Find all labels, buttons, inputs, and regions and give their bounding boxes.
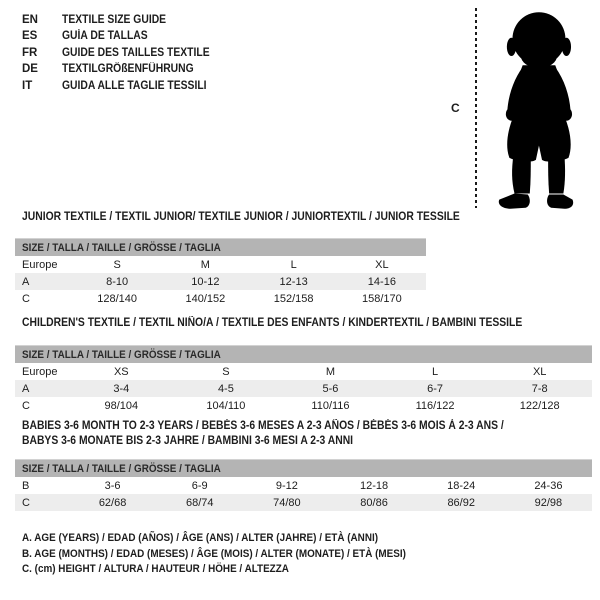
junior-table-title: JUNIOR TEXTILE / TEXTIL JUNIOR/ TEXTILE JUNIOR / JUNIORTEXTIL / JUNIOR TESSILE (22, 211, 460, 223)
height-cell: 86/92 (447, 496, 475, 509)
size-cell: M (325, 365, 336, 378)
age-cell: 12-18 (359, 479, 389, 492)
height-cell: 140/152 (185, 292, 226, 305)
height-measure-figure (445, 4, 597, 216)
babies-size-table (15, 459, 592, 511)
height-cell: 74/80 (273, 496, 301, 509)
height-cell: 128/140 (97, 292, 137, 305)
table-row-europe (15, 256, 426, 273)
lang-title: TEXTILE SIZE GUIDE (62, 14, 167, 26)
row-label: A (22, 275, 30, 288)
age-cell: 14-16 (367, 275, 396, 288)
size-cell: XL (375, 258, 389, 271)
height-cell: 98/104 (104, 399, 139, 412)
height-cell: 116/122 (415, 399, 455, 412)
size-header-band: SIZE / TALLA / TAILLE / GRÖSSE / TAGLIA (15, 346, 592, 364)
height-dashed-line (475, 8, 477, 208)
height-cell: 110/116 (311, 399, 350, 412)
row-label: A (22, 382, 30, 395)
legend-line-a: A. AGE (YEARS) / EDAD (AÑOS) / ÂGE (ANS) / ALTER (JAHRE) / ETÀ (ANNI) (22, 532, 379, 544)
height-cell: 122/128 (519, 399, 560, 412)
size-cell: L (432, 365, 439, 378)
size-header-band: SIZE / TALLA / TAILLE / GRÖSSE / TAGLIA (15, 460, 592, 478)
height-cell: 152/158 (273, 292, 314, 305)
age-cell: 6-9 (191, 479, 208, 492)
height-measure-label: C (451, 101, 460, 115)
row-label: Europe (22, 365, 58, 378)
lang-row-fr (22, 45, 226, 61)
table-row-age-months (15, 477, 592, 494)
lang-row-es (22, 28, 226, 44)
table-row-age (15, 273, 426, 290)
age-cell: 5-6 (322, 382, 339, 395)
lang-code: FR (22, 46, 38, 59)
lang-row-de (22, 61, 226, 77)
junior-size-table (15, 238, 426, 307)
height-cell: 68/74 (185, 496, 214, 509)
children-size-table (15, 345, 592, 414)
height-cell: 104/110 (206, 399, 246, 412)
size-cell: S (222, 365, 230, 378)
age-cell: 10-12 (191, 275, 220, 288)
table-row-age (15, 380, 592, 397)
row-label: Europe (22, 258, 58, 271)
legend-line-b: B. AGE (MONTHS) / EDAD (MESES) / ÂGE (MOIS) / ALTER (MONATE) / ETÀ (MESI) (22, 547, 406, 560)
lang-row-it (22, 78, 226, 94)
children-table-title: CHILDREN'S TEXTILE / TEXTIL NIÑO/A / TEXTILE DES ENFANTS / KINDERTEXTIL / BAMBINI TESSILE (22, 317, 523, 329)
babies-table-title: BABIES 3-6 MONTH TO 2-3 YEARS / BEBÉS 3-6 MESES A 2-3 AÑOS / BÉBÉS 3-6 MOIS À 2-3 ANS / BABYS 3-6 MONATE BIS 2-3 JAHRE / BAMBINI 3-6 MESI A 2-3 ANNI (22, 420, 504, 447)
lang-code: IT (22, 79, 33, 92)
lang-code: DE (22, 63, 38, 76)
size-cell: XS (113, 365, 129, 378)
lang-title: TEXTILGRÖßENFÜHRUNG (62, 63, 194, 76)
age-cell: 3-4 (113, 382, 130, 395)
age-cell: 9-12 (275, 479, 298, 492)
legend-line-c: C. (cm) HEIGHT / ALTURA / HAUTEUR / HÖHE / ALTEZZA (22, 563, 289, 576)
measure-legend (22, 531, 449, 578)
age-cell: 3-6 (104, 479, 121, 492)
table-row-height (15, 397, 592, 414)
height-cell: 158/170 (361, 292, 402, 305)
size-cell: S (113, 258, 121, 271)
size-cell: L (290, 258, 297, 271)
age-cell: 8-10 (106, 275, 129, 288)
height-cell: 80/86 (360, 496, 388, 509)
table-row-height (15, 494, 592, 511)
size-cell: XL (532, 365, 547, 378)
age-cell: 6-7 (427, 382, 444, 395)
row-label: C (22, 292, 30, 305)
row-label: C (22, 496, 30, 509)
toddler-silhouette-icon (486, 6, 598, 214)
age-cell: 18-24 (447, 479, 476, 492)
row-label: C (22, 399, 30, 412)
lang-title: GUÍA DE TALLAS (62, 30, 148, 43)
height-cell: 62/68 (98, 496, 127, 509)
lang-title: GUIDE DES TAILLES TEXTILE (62, 46, 210, 59)
age-cell: 7-8 (531, 382, 548, 395)
language-title-list (22, 12, 226, 94)
age-cell: 12-13 (279, 275, 308, 288)
age-cell: 24-36 (534, 479, 563, 492)
lang-title: GUIDA ALLE TAGLIE TESSILI (62, 79, 207, 92)
table-row-europe (15, 363, 592, 380)
lang-row-en (22, 12, 226, 28)
height-cell: 92/98 (534, 496, 563, 509)
size-header-band: SIZE / TALLA / TAILLE / GRÖSSE / TAGLIA (15, 239, 426, 257)
size-cell: M (200, 258, 210, 271)
table-row-height (15, 290, 426, 307)
lang-code: EN (22, 14, 38, 26)
row-label: B (22, 479, 30, 492)
lang-code: ES (22, 30, 38, 43)
age-cell: 4-5 (217, 382, 234, 395)
